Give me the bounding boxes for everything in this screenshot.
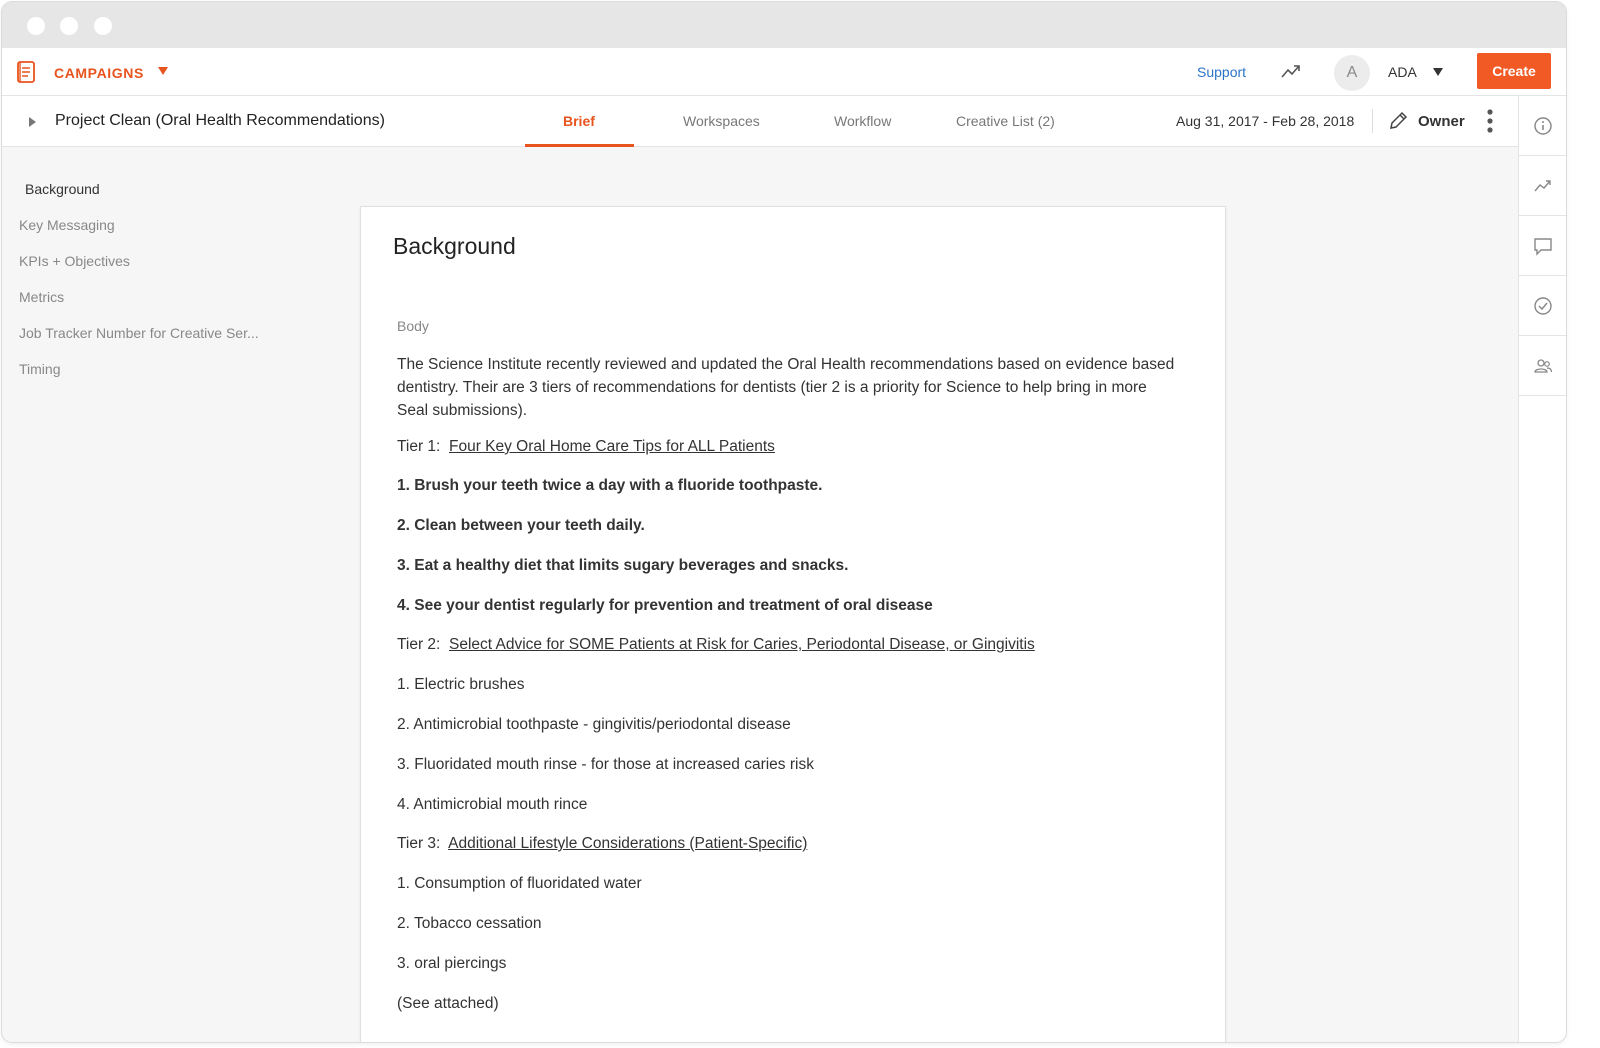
window-minimize-dot[interactable] xyxy=(60,17,78,35)
date-range: Aug 31, 2017 - Feb 28, 2018 xyxy=(1176,113,1355,129)
nav-timing[interactable]: Timing xyxy=(19,361,61,377)
tier1-item: 4. See your dentist regularly for prevention and treatment of oral disease xyxy=(397,597,933,614)
tier1-item: 2. Clean between your teeth daily. xyxy=(397,517,645,534)
tier2-item: 4. Antimicrobial mouth rince xyxy=(397,796,588,813)
right-rail xyxy=(1518,96,1566,1042)
tier2-link[interactable]: Select Advice for SOME Patients at Risk for Caries, Periodontal Disease, or Gingivitis xyxy=(448,636,1035,653)
section-title: Background xyxy=(393,233,516,259)
info-icon xyxy=(1533,116,1553,136)
check-circle-icon xyxy=(1533,296,1553,316)
tier2-item: 1. Electric brushes xyxy=(397,676,525,693)
window-close-dot[interactable] xyxy=(27,17,45,35)
user-avatar[interactable]: A xyxy=(1334,55,1370,91)
tab-workspaces[interactable]: Workspaces xyxy=(683,113,760,129)
tier1-heading xyxy=(397,438,775,456)
active-tab-indicator xyxy=(525,144,634,147)
header-divider xyxy=(1372,109,1373,133)
nav-kpis-objectives[interactable]: KPIs + Objectives xyxy=(19,253,130,269)
tier3-heading xyxy=(397,835,807,853)
tier3-link[interactable]: Additional Lifestyle Considerations (Patient-Specific) xyxy=(448,835,808,852)
tier1-prefix: Tier 1: xyxy=(397,438,441,455)
rail-comments[interactable] xyxy=(1519,216,1566,276)
owner-label[interactable]: Owner xyxy=(1418,113,1465,130)
brief-section-card xyxy=(360,206,1226,1042)
rail-trend[interactable] xyxy=(1519,156,1566,216)
user-name[interactable]: ADA xyxy=(1388,64,1417,80)
people-icon xyxy=(1533,356,1553,376)
tier2-prefix: Tier 2: xyxy=(397,636,441,653)
tier1-item: 3. Eat a healthy diet that limits sugary beverages and snacks. xyxy=(397,557,849,574)
body-field-label: Body xyxy=(397,318,429,334)
window-zoom-dot[interactable] xyxy=(94,17,112,35)
app-header xyxy=(2,48,1566,96)
campaigns-caret-icon[interactable] xyxy=(157,66,169,76)
nav-job-tracker[interactable]: Job Tracker Number for Creative Ser... xyxy=(19,325,259,341)
tab-workflow[interactable]: Workflow xyxy=(834,113,892,129)
nav-metrics[interactable]: Metrics xyxy=(19,289,65,305)
tab-creative-list[interactable]: Creative List (2) xyxy=(956,113,1055,129)
tier3-item: 2. Tobacco cessation xyxy=(397,915,542,932)
project-title: Project Clean (Oral Health Recommendations) xyxy=(55,112,385,129)
analytics-trend-icon[interactable] xyxy=(1280,62,1302,80)
tier3-item: 1. Consumption of fluoridated water xyxy=(397,875,642,892)
more-options-icon[interactable] xyxy=(1486,108,1494,134)
expand-caret-icon[interactable] xyxy=(27,116,37,128)
window-titlebar xyxy=(2,2,1566,48)
user-menu-caret-icon[interactable] xyxy=(1432,67,1444,77)
tier3-item: 3. oral piercings xyxy=(397,955,507,972)
nav-background[interactable]: Background xyxy=(25,181,100,197)
rail-info[interactable] xyxy=(1519,96,1566,156)
tier1-link[interactable]: Four Key Oral Home Care Tips for ALL Patients xyxy=(448,438,775,455)
browser-window xyxy=(2,2,1566,1042)
project-header xyxy=(2,96,1518,147)
campaigns-menu[interactable]: CAMPAIGNS xyxy=(54,65,144,81)
support-link[interactable]: Support xyxy=(1197,64,1247,80)
tier2-item: 3. Fluoridated mouth rinse - for those at increased caries risk xyxy=(397,756,814,773)
nav-key-messaging[interactable]: Key Messaging xyxy=(19,217,115,233)
tier1-item: 1. Brush your teeth twice a day with a fluoride toothpaste. xyxy=(397,477,823,494)
footnote: (See attached) xyxy=(397,995,499,1012)
body-intro-text: The Science Institute recently reviewed and updated the Oral Health recommendations based on evidence based dentistry. Their are 3 tiers of recommendations for dentists (tier 2 is a priority for Science to help bring in more Seal submissions). xyxy=(397,356,1175,419)
rail-approvals[interactable] xyxy=(1519,276,1566,336)
comment-icon xyxy=(1533,236,1553,256)
tier2-heading xyxy=(397,636,1035,654)
tab-brief[interactable]: Brief xyxy=(563,113,595,129)
campaigns-doc-icon[interactable] xyxy=(16,60,38,84)
create-button[interactable]: Create xyxy=(1477,53,1551,89)
tier3-prefix: Tier 3: xyxy=(397,835,441,852)
rail-team[interactable] xyxy=(1519,336,1566,396)
trend-icon xyxy=(1533,176,1553,196)
edit-pencil-icon[interactable] xyxy=(1387,110,1409,132)
tier2-item: 2. Antimicrobial toothpaste - gingivitis/periodontal disease xyxy=(397,716,791,733)
